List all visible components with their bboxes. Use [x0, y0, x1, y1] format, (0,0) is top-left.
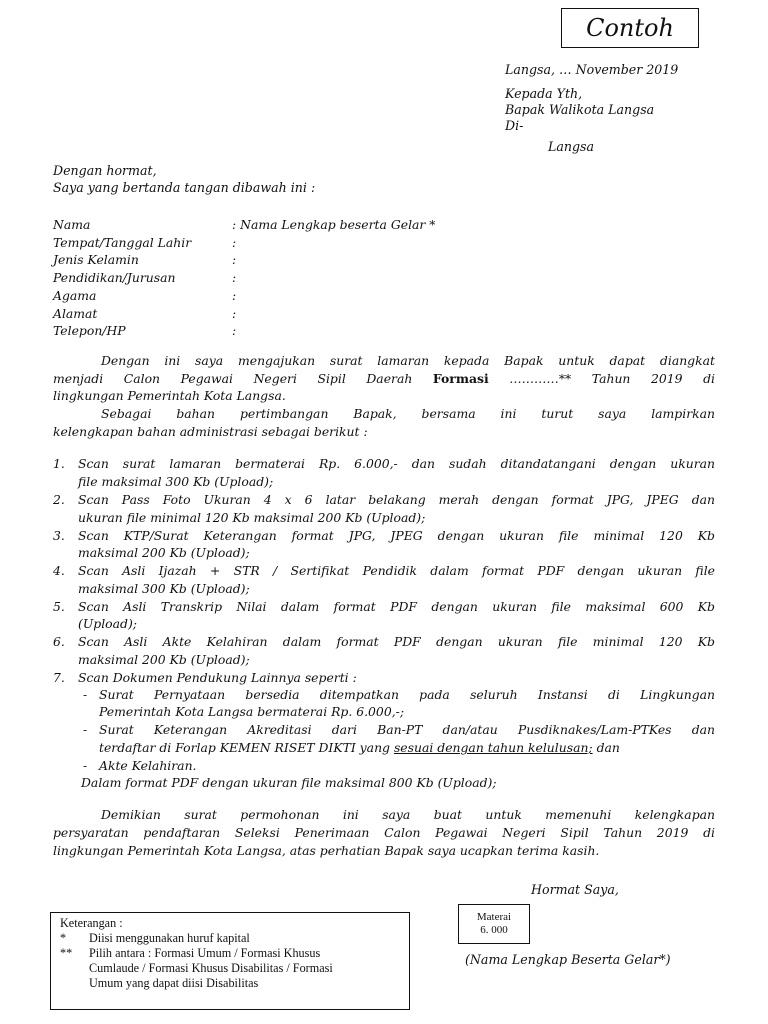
- field-value: :: [232, 235, 237, 250]
- dash-bullet: -: [83, 722, 88, 737]
- recipient-salutation: Kepada Yth,: [505, 86, 583, 101]
- field-label: Pendidikan/Jurusan: [53, 270, 176, 285]
- list-item: Scan Asli Ijazah + STR / Sertifikat Pendidik dalam format PDF dengan ukuran file: [78, 563, 715, 578]
- field-value: :: [232, 323, 237, 338]
- note-text: Pilih antara : Formasi Umum / Formasi Khusus: [89, 946, 321, 960]
- paragraph-line: lingkungan Pemerintah Kota Langsa.: [53, 388, 286, 403]
- sublist-item-cont: [99, 740, 620, 755]
- note-text: Umum yang dapat diisi Disabilitas: [89, 976, 259, 990]
- dash-bullet: -: [83, 758, 88, 773]
- list-item-cont: ukuran file minimal 120 Kb maksimal 200 Kb (Upload);: [78, 510, 426, 525]
- list-item-cont: file maksimal 300 Kb (Upload);: [78, 474, 274, 489]
- field-value: :: [232, 252, 237, 267]
- list-item-cont: maksimal 300 Kb (Upload);: [78, 581, 250, 596]
- intro-line: Saya yang bertanda tangan dibawah ini :: [53, 180, 316, 195]
- sublist-item: Surat Keterangan Akreditasi dari Ban-PT dan/atau Pusdiknakes/Lam-PTKes dan: [99, 722, 715, 737]
- list-number: 4.: [53, 563, 65, 578]
- underlined-text: sesuai dengan tahun kelulusan;: [393, 740, 593, 755]
- note-text: Cumlaude / Formasi Khusus Disabilitas / Formasi: [89, 961, 333, 975]
- paragraph-line: Sebagai bahan pertimbangan Bapak, bersama ini turut saya lampirkan: [101, 406, 715, 421]
- field-value: :: [232, 270, 237, 285]
- list-item-cont: maksimal 200 Kb (Upload);: [78, 652, 250, 667]
- materai-value: 6. 000: [480, 924, 508, 936]
- pdf-format-note: Dalam format PDF dengan ukuran file maksimal 800 Kb (Upload);: [81, 775, 497, 790]
- materai-label: Materai: [476, 911, 512, 923]
- field-value: :: [232, 288, 237, 303]
- formasi-label: Formasi: [432, 371, 489, 386]
- dash-bullet: -: [83, 687, 88, 702]
- line-text: menjadi Calon Pegawai Negeri Sipil Daerah: [53, 371, 413, 386]
- list-item: Scan Asli Transkrip Nilai dalam format PDF dengan ukuran file maksimal 600 Kb: [78, 599, 715, 614]
- paragraph-line: [53, 371, 715, 386]
- field-label: Nama: [53, 217, 91, 232]
- list-number: 3.: [53, 528, 65, 543]
- list-item: Scan Pass Foto Ukuran 4 x 6 latar belakang merah dengan format JPG, JPEG dan: [78, 492, 715, 507]
- contoh-stamp: Contoh: [561, 8, 699, 48]
- paragraph-line: Dengan ini saya mengajukan surat lamaran kepada Bapak untuk dapat diangkat: [101, 353, 715, 368]
- recipient-city: Langsa: [548, 139, 595, 154]
- signer-name: (Nama Lengkap Beserta Gelar*): [465, 952, 671, 967]
- paragraph-line: Demikian surat permohonan ini saya buat untuk memenuhi kelengkapan: [101, 807, 715, 822]
- list-number: 7.: [53, 670, 65, 685]
- notes-title: Keterangan :: [60, 916, 123, 930]
- greeting: Dengan hormat,: [53, 163, 157, 178]
- line-text: terdaftar di Forlap KEMEN RISET DIKTI yang: [99, 740, 390, 755]
- sublist-item-cont: Pemerintah Kota Langsa bermaterai Rp. 6.000,-;: [99, 704, 405, 719]
- place-date: Langsa, … November 2019: [505, 62, 679, 77]
- field-value: : Nama Lengkap beserta Gelar *: [232, 217, 436, 232]
- field-label: Agama: [53, 288, 97, 303]
- sublist-item: Akte Kelahiran.: [99, 758, 197, 773]
- field-value: :: [232, 306, 237, 321]
- list-number: 2.: [53, 492, 65, 507]
- list-number: 1.: [53, 456, 65, 471]
- paragraph-line: lingkungan Pemerintah Kota Langsa, atas perhatian Bapak saya ucapkan terima kasih.: [53, 843, 600, 858]
- list-item-cont: maksimal 200 Kb (Upload);: [78, 545, 250, 560]
- note-mark: **: [60, 946, 73, 960]
- field-label: Telepon/HP: [53, 323, 126, 338]
- recipient-name: Bapak Walikota Langsa: [505, 102, 655, 117]
- line-text: dan: [596, 740, 620, 755]
- paragraph-line: kelengkapan bahan administrasi sebagai berikut :: [53, 424, 368, 439]
- list-number: 6.: [53, 634, 65, 649]
- field-label: Jenis Kelamin: [53, 252, 139, 267]
- list-number: 5.: [53, 599, 65, 614]
- note-mark: *: [60, 931, 67, 945]
- line-text: …………** Tahun 2019 di: [509, 371, 715, 386]
- field-label: Alamat: [53, 306, 98, 321]
- field-label: Tempat/Tanggal Lahir: [53, 235, 192, 250]
- materai-box: [458, 904, 530, 944]
- list-item: Scan Asli Akte Kelahiran dalam format PDF dengan ukuran file minimal 120 Kb: [78, 634, 715, 649]
- list-item: Scan Dokumen Pendukung Lainnya seperti :: [78, 670, 357, 685]
- list-item-cont: (Upload);: [78, 616, 137, 631]
- list-item: Scan KTP/Surat Keterangan format JPG, JPEG dengan ukuran file minimal 120 Kb: [78, 528, 715, 543]
- note-text: Diisi menggunakan huruf kapital: [89, 931, 250, 945]
- paragraph-line: persyaratan pendaftaran Seleksi Penerimaan Calon Pegawai Negeri Sipil Tahun 2019 di: [53, 825, 715, 840]
- sublist-item: Surat Pernyataan bersedia ditempatkan pada seluruh Instansi di Lingkungan: [99, 687, 715, 702]
- notes-box: [50, 912, 410, 1010]
- recipient-di: Di-: [505, 118, 524, 133]
- regards: Hormat Saya,: [531, 882, 619, 897]
- list-item: Scan surat lamaran bermaterai Rp. 6.000,- dan sudah ditandatangani dengan ukuran: [78, 456, 715, 471]
